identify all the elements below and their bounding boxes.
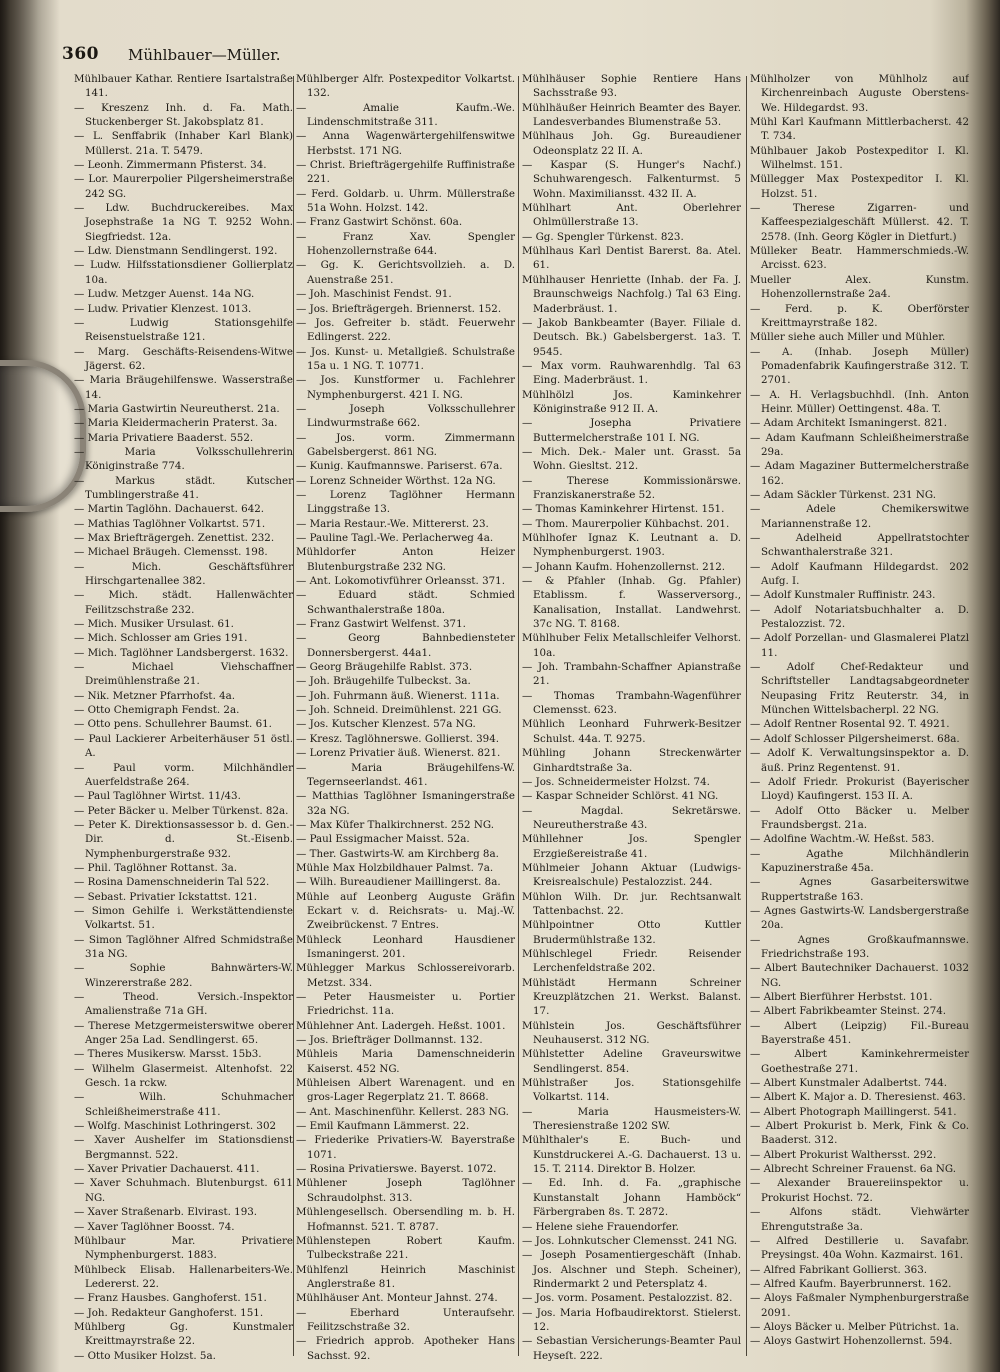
directory-entry: — Adolf Kaufmann Hildegardst. 202 Aufg. I. <box>750 560 969 588</box>
directory-entry: — Georg Bahnbediensteter Donnersbergerst. 44a1. <box>296 632 515 659</box>
directory-entry: — Maria Hausmeisters-W. Theresienstraße 1202 SW. <box>522 1105 741 1133</box>
directory-entry: — Xaver Schuhmach. Blutenburgst. 611 NG. <box>74 1177 293 1204</box>
directory-entry: — Ludw. Privatier Klenzest. 1013. <box>74 302 252 315</box>
directory-entry: — Wilhelm Glasermeist. Altenhofst. 22 Gesch. 1a rckw. <box>74 1062 293 1090</box>
directory-entry: — Adolfine Wachtm.-W. Heßst. 583. <box>750 833 935 846</box>
directory-entry: — Ferd. p. K. Oberförster Kreittmayrstraße 182. <box>750 302 969 329</box>
directory-entry: Mühlstraßer Jos. Stationsgehilfe Volkartst. 114. <box>522 1077 741 1104</box>
directory-entry: Mühldorfer Anton Heizer Blutenburgstraße 232 NG. <box>296 546 515 573</box>
directory-entry: Mühlstein Jos. Geschäftsführer Neuhauserst. 312 NG. <box>522 1019 741 1047</box>
directory-entry: — Xaver Straßenarb. Elvirast. 193. <box>74 1206 258 1219</box>
directory-entry: — Simon Gehilfe i. Werkstättendienste Volkartst. 51. <box>74 904 293 932</box>
directory-entry: — Albert Prokurist b. Merk, Fink & Co. Baaderst. 312. <box>750 1120 969 1147</box>
directory-entry: — Jos. Kunst- u. Metallgieß. Schulstraße 15a u. 1 NG. T. 10771. <box>296 345 515 372</box>
directory-entry: — Peter Hausmeister u. Portier Friedrichst. 11a. <box>296 991 515 1018</box>
directory-entry: Mühlholzer von Mühlholz auf Kirchenreinbach Auguste Oberstens-We. Hildegardst. 93. <box>750 73 969 114</box>
directory-entry: — Joseph Posamentiergeschäft (Inhab. Jos. Alschner und Steph. Scheiner), Rindermarkt 2 und Petersplatz 4. <box>522 1249 741 1290</box>
directory-entry: — Jos. Lohnkutscher Clemensst. 241 NG. <box>522 1234 738 1247</box>
directory-entry: — Rosina Privatierswe. Bayerst. 1072. <box>296 1163 497 1176</box>
directory-entry: Mühlhäuser Sophie Rentiere Hans Sachsstraße 93. <box>522 73 741 100</box>
directory-entry: Mühlhuber Felix Metallschleifer Velhorst. 10a. <box>522 632 741 659</box>
directory-entry: Mühlon Wilh. Dr. jur. Rechtsanwalt Tattenbachst. 22. <box>522 890 741 917</box>
directory-entry: — Mich. Dek.- Maler unt. Grasst. 5a Wohn. Giesltst. 212. <box>522 445 741 473</box>
directory-entry: — Maria Bräugehilfens-W. Tegernseerlandst. 461. <box>296 761 515 788</box>
directory-entry: — Theod. Versich.-Inspektor Amalienstraße 71a GH. <box>74 991 293 1018</box>
column-rule <box>518 76 519 1356</box>
directory-entry: Mühlhäußer Heinrich Beamter des Bayer. Landesverbandes Blumenstraße 53. <box>522 101 741 129</box>
directory-entry: — Albert Kunstmaler Adalbertst. 744. <box>750 1077 948 1090</box>
directory-entry: Mühle Max Holzbildhauer Palmst. 7a. <box>296 861 494 874</box>
directory-entry: — Maria Bräugehilfenswe. Wasserstraße 14. <box>74 374 293 401</box>
directory-entry: — Thom. Maurerpolier Kühbachst. 201. <box>522 517 730 530</box>
directory-entry: — Markus städt. Kutscher Tumblingerstraße 41. <box>74 474 293 501</box>
directory-column-4 <box>750 72 969 1372</box>
directory-entry: — Sebastian Versicherungs-Beamter Paul Heyseſt. 222. <box>522 1335 741 1362</box>
directory-entry: Mühlhölzl Jos. Kaminkehrer Königinstraße 912 II. A. <box>522 388 741 415</box>
directory-entry: — Albrecht Schreiner Frauenst. 6a NG. <box>750 1163 957 1176</box>
directory-entry: — Adolf Notariatsbuchhalter a. D. Pestalozzist. 72. <box>750 603 969 631</box>
page-number: 360 <box>62 44 99 64</box>
page-header <box>62 44 962 70</box>
directory-entry: — Jos. Kunstformer u. Fachlehrer Nymphenburgerst. 421 I. NG. <box>296 374 515 401</box>
directory-entry: Mühle auf Leonberg Auguste Gräfin Eckart v. d. Reichsrats- u. Maj.-W. Zweibrückenst. 7 Entres. <box>296 890 515 932</box>
directory-entry: — Anna Wagenwärtergehilfenswitwe Herbstst. 171 NG. <box>296 130 515 157</box>
directory-entry: Mühlschlegel Friedr. Reisender Lerchenfeldstraße 202. <box>522 947 741 975</box>
directory-entry: — Peter Bäcker u. Melber Türkenst. 82a. <box>74 804 289 817</box>
directory-entry: — Mich. Geschäftsführer Hirschgartenallee 382. <box>74 560 293 588</box>
directory-column-2 <box>296 72 515 1372</box>
directory-entry: — Otto pens. Schullehrer Baumst. 61. <box>74 718 272 731</box>
directory-entry: — Joh. Trambahn-Schaffner Apianstraße 21. <box>522 661 741 688</box>
directory-entry: — Jos. Kutscher Klenzest. 57a NG. <box>296 718 476 731</box>
directory-entry: — Jos. Schneidermeister Holzst. 74. <box>522 775 710 788</box>
column-rule <box>293 76 294 1356</box>
directory-entry: — Adam Magaziner Buttermelcherstraße 162. <box>750 460 969 487</box>
directory-entry: Mühlmeier Johann Aktuar (Ludwigs-Kreisrealschule) Pestalozzist. 244. <box>522 861 741 889</box>
directory-entry: — Franz Hausbes. Ganghoferst. 151. <box>74 1292 267 1305</box>
directory-entry: Mühlstetter Adeline Graveurswitwe Sendlingerst. 854. <box>522 1048 741 1075</box>
binding-shadow <box>0 0 60 1372</box>
directory-entry: — Lor. Maurerpolier Pilgersheimerstraße 242 SG. <box>74 173 293 200</box>
directory-entry: — Albert Bierführer Herbstst. 101. <box>750 991 933 1003</box>
directory-entry: Mühlehner Ant. Ladergeh. Heßst. 1001. <box>296 1019 506 1032</box>
directory-entry: Mühling Johann Streckenwärter Ginhardtstraße 3a. <box>522 747 741 774</box>
directory-entry: Mühlbauer Jakob Postexpeditor I. Kl. Wilhelmst. 151. <box>750 144 969 172</box>
directory-entry: — Paul Essigmacher Maisst. 52a. <box>296 833 470 846</box>
directory-entry: — Xaver Taglöhner Boosst. 74. <box>74 1220 235 1233</box>
directory-entry: — Josepha Privatiere Buttermelcherstraße 101 I. NG. <box>522 417 741 444</box>
directory-entry: — Amalie Kaufm.-We. Lindenschmitstraße 311. <box>296 101 515 129</box>
directory-entry: Mühllehner Jos. Spengler Erzgießereistraße 41. <box>522 833 741 860</box>
directory-entry: Mühl Karl Kaufmann Mittlerbacherst. 42 T. 734. <box>750 116 969 143</box>
column-rule <box>746 76 747 1356</box>
directory-entry: — Albert Prokurist Walthersst. 292. <box>750 1148 937 1161</box>
directory-entry: — Aloys Bäcker u. Melber Pütrichst. 1a. <box>750 1320 960 1333</box>
directory-entry: — Albert Bautechniker Dachauerst. 1032 NG. <box>750 962 969 989</box>
directory-entry: — & Pfahler (Inhab. Gg. Pfahler) Etablissm. f. Wasserversorg., Kanalisation, Installat. Landwehrst. 37c NG. T. 8168. <box>522 575 741 631</box>
directory-entry: — Albert (Leipzig) Fil.-Bureau Bayerstraße 451. <box>750 1019 969 1047</box>
directory-entry: — Adam Kaufmann Schleißheimerstraße 29a. <box>750 431 969 458</box>
directory-entry: — Ther. Gastwirts-W. am Kirchberg 8a. <box>296 847 499 860</box>
directory-entry: — Joh. Bräugehilfe Tulbeckst. 3a. <box>296 675 471 688</box>
directory-entry: — Adolf Porzellan- und Glasmalerei Platzl 11. <box>750 632 969 659</box>
directory-entry: Müllegger Max Postexpeditor I. Kl. Holzst. 51. <box>750 173 969 200</box>
directory-entry: Mühlhauser Henriette (Inhab. der Fa. J. Braunschweigs Nachfolg.) Tal 63 Eing. Maderbräust. 1. <box>522 273 741 315</box>
directory-entry: — Mich. Taglöhner Landsbergerst. 1632. <box>74 646 289 659</box>
directory-entry: — Franz Xav. Spengler Hohenzollernstraße 644. <box>296 230 515 258</box>
directory-entry: — Adam Säckler Türkenst. 231 NG. <box>750 488 936 501</box>
directory-entry: — Maria Restaur.-We. Mittererst. 23. <box>296 517 489 530</box>
directory-entry: — Ldw. Dienstmann Sendlingerst. 192. <box>74 245 278 258</box>
directory-entry: — Simon Taglöhner Alfred Schmidstraße 31a NG. <box>74 933 293 960</box>
directory-entry: — Eberhard Unteraufsehr. Feilitzschstraße 32. <box>296 1306 515 1333</box>
directory-entry: — Marg. Geschäfts-Reisendens-Witwe Jägerst. 62. <box>74 345 293 372</box>
directory-entry: — Adolf K. Verwaltungsinspektor a. D. äuß. Prinz Regentenst. 91. <box>750 747 969 774</box>
directory-entry: — Joh. Redakteur Ganghoferst. 151. <box>74 1306 264 1319</box>
directory-entry: — Maria Volksschullehrerin Königinstraße 774. <box>74 445 293 473</box>
directory-entry: — A. (Inhab. Joseph Müller) Pomadenfabrik Kaufingerstraße 312. T. 2701. <box>750 345 969 387</box>
directory-entry: — Thomas Trambahn-Wagenführer Clemensst. 623. <box>522 689 741 717</box>
directory-entry: Mühlstädt Hermann Schreiner Kreuzplätzchen 21. Werkst. Balanst. 17. <box>522 976 741 1018</box>
running-title: Mühlbauer—Müller. <box>128 46 281 64</box>
directory-entry: — Georg Bräugehilfe Rablst. 373. <box>296 661 473 674</box>
directory-entry: — Agnes Großkaufmannswe. Friedrichstraße 193. <box>750 933 969 960</box>
directory-entry: — Albert K. Major a. D. Theresienst. 463. <box>750 1091 966 1104</box>
directory-entry: — Agnes Gasarbeiterswitwe Ruppertstraße 163. <box>750 876 969 903</box>
directory-entry: — Maria Kleidermacherin Praterst. 3a. <box>74 417 278 430</box>
directory-entry: Mühlhofer Ignaz K. Leutnant a. D. Nymphenburgerst. 1903. <box>522 532 741 559</box>
directory-entry: — Alexander Brauereiinspektor u. Prokurist Hochst. 72. <box>750 1177 969 1204</box>
directory-entry: — Franz Gastwirt Welfenst. 371. <box>296 618 466 631</box>
directory-entry: — Helene siehe Frauendorfer. <box>522 1220 679 1233</box>
directory-entry: Mühlenstepen Robert Kaufm. Tulbeckstraße 221. <box>296 1234 515 1262</box>
directory-entry: — Adele Chemikerswitwe Mariannenstraße 12. <box>750 503 969 530</box>
directory-entry: Mühleis Maria Damenschneiderin Kaiserst. 452 NG. <box>296 1048 515 1075</box>
directory-entry: — Rosina Damenschneiderin Tal 522. <box>74 876 270 889</box>
directory-entry: — Ferd. Goldarb. u. Uhrm. Müllerstraße 51a Wohn. Holzst. 142. <box>296 187 515 215</box>
directory-entry: Mühlhäuser Ant. Monteur Jahnst. 274. <box>296 1292 498 1305</box>
directory-entry: Mühlthaler's E. Buch- und Kunstdruckerei A.-G. Dachauerst. 13 u. 15. T. 2114. Direktor B. Holzer. <box>522 1134 741 1176</box>
directory-entry: — Jos. vorm. Posament. Pestalozzist. 82. <box>522 1292 733 1305</box>
directory-entry: — Friedrich approb. Apotheker Hans Sachsst. 92. <box>296 1335 515 1362</box>
directory-entry: — Ludwig Stationsgehilfe Reisenstuelstraße 121. <box>74 316 293 344</box>
directory-entry: Mueller Alex. Kunstm. Hohenzollernstraße 2a4. <box>750 273 969 301</box>
directory-entry: — Ant. Lokomotivführer Orleansst. 371. <box>296 575 505 588</box>
directory-entry: — Therese Kommissionärswe. Franziskanerstraße 52. <box>522 474 741 501</box>
directory-entry: — Ed. Inh. d. Fa. „graphische Kunstanstalt Johann Hamböck“ Färbergraben 8s. T. 2872. <box>522 1177 741 1219</box>
directory-entry: — Max Küfer Thalkirchnerst. 252 NG. <box>296 818 494 831</box>
directory-entry: — Jos. Gefreiter b. städt. Feuerwehr Edlingerst. 222. <box>296 316 515 344</box>
directory-entry: Mühlhaus Joh. Gg. Bureaudiener Odeonsplatz 22 II. A. <box>522 130 741 157</box>
directory-entry: — Ludw. Metzger Auenst. 14a NG. <box>74 288 255 301</box>
directory-entry: — Magdal. Sekretärswe. Neureutherstraße 43. <box>522 804 741 831</box>
directory-entry: — Agathe Milchhändlerin Kapuzinerstraße 45a. <box>750 847 969 874</box>
directory-entry: — Adelheid Appellratstochter Schwanthalerstraße 321. <box>750 532 969 559</box>
directory-entry: — Agnes Gastwirts-W. Landsbergerstraße 20a. <box>750 904 969 932</box>
directory-entry: — Alfons städt. Viehwärter Ehrengutstraße 3a. <box>750 1206 969 1233</box>
directory-entry: — Adolf Otto Bäcker u. Melber Fraundsbergst. 21a. <box>750 804 969 831</box>
directory-entry: — Adolf Rentner Rosental 92. T. 4921. <box>750 718 950 731</box>
directory-entry: — Nik. Metzner Pfarrhofst. 4a. <box>74 689 236 702</box>
directory-entry: — Mathias Taglöhner Volkartst. 571. <box>74 517 266 530</box>
directory-entry: — Ant. Maschinenführ. Kellerst. 283 NG. <box>296 1105 509 1118</box>
directory-entry: — Jos. Briefträger Dollmannst. 132. <box>296 1034 483 1047</box>
directory-entry: — Otto Musiker Holzst. 5a. <box>74 1349 216 1362</box>
directory-entry: Mühlengesellsch. Obersendling m. b. H. Hofmannst. 521. T. 8787. <box>296 1206 515 1233</box>
directory-entry: — Albert Photograph Maillingerst. 541. <box>750 1105 957 1118</box>
directory-entry: — Therese Zigarren- und Kaffeespezialgeschäft Müllerst. 42. T. 2578. (Inh. Georg Kögler in Dietfurt.) <box>750 202 969 243</box>
directory-entry: — Xaver Privatier Dachauerst. 411. <box>74 1163 260 1176</box>
directory-entry: — Kreszenz Inh. d. Fa. Math. Stuckenberger St. Jakobsplatz 81. <box>74 101 293 129</box>
directory-entry: Mühlpointner Otto Kuttler Brudermühlstraße 132. <box>522 919 741 946</box>
directory-entry: — Kaspar Schneider Schlörst. 41 NG. <box>522 790 719 803</box>
directory-entry: Mühlbeck Elisab. Hallenarbeiters-We. Ledererst. 22. <box>74 1263 293 1290</box>
directory-entry: — Maria Privatiere Baaderst. 552. <box>74 431 254 444</box>
directory-entry: — Alfred Fabrikant Gollierst. 363. <box>750 1263 928 1276</box>
directory-entry: — Mich. Musiker Ursulast. 61. <box>74 618 234 631</box>
directory-entry: — Max vorm. Rauhwarenhdlg. Tal 63 Eing. Maderbräust. 1. <box>522 359 741 387</box>
directory-entry: — Joseph Volksschullehrer Lindwurmstraße 662. <box>296 402 515 430</box>
directory-entry: Mühlfenzl Heinrich Maschinist Anglerstraße 81. <box>296 1263 515 1290</box>
directory-entry: Mühlener Joseph Taglöhner Schraudolphst. 313. <box>296 1177 515 1204</box>
directory-entry: Mühlbauer Kathar. Rentiere Isartalstraße 141. <box>74 73 293 100</box>
directory-entry: — Gg. Spengler Türkenst. 823. <box>522 230 684 243</box>
directory-entry: — Albert Kaminkehrermeister Goethestraße 271. <box>750 1048 969 1075</box>
directory-entry: — Kunig. Kaufmannswe. Pariserst. 67a. <box>296 460 503 473</box>
directory-entry: — Friederike Privatiers-W. Bayerstraße 1071. <box>296 1134 515 1161</box>
directory-entry: Mühlbaur Mar. Privatiere Nymphenburgerst. 1883. <box>74 1234 293 1262</box>
directory-entry: Mühlberger Alfr. Postexpeditor Volkartst. 132. <box>296 73 515 100</box>
directory-entry: — Gg. K. Gerichtsvollzieh. a. D. Auenstraße 251. <box>296 259 515 286</box>
directory-entry: — Emil Kaufmann Lämmerst. 22. <box>296 1120 470 1133</box>
directory-entry: Mülleker Beatr. Hammerschmieds.-W. Arcisst. 623. <box>750 245 969 272</box>
directory-entry: — Jos. Maria Hofbaudirektorst. Stielerst. 12. <box>522 1306 741 1333</box>
directory-entry: — Kresz. Taglöhnerswe. Gollierst. 394. <box>296 732 500 745</box>
directory-entry: — Sophie Bahnwärters-W. Winzererstraße 282. <box>74 962 293 989</box>
directory-entry: — Thomas Kaminkehrer Hirtenst. 151. <box>522 503 725 516</box>
directory-entry: — Max Briefträgergeh. Zenettist. 232. <box>74 532 275 544</box>
directory-entry: — Paul Lackierer Arbeiterhäuser 51 östl. A. <box>74 732 293 760</box>
directory-entry: Mühlegger Markus Schlossereivorarb. Metzst. 334. <box>296 962 515 989</box>
directory-entry: — Joh. Maschinist Fendst. 91. <box>296 288 452 301</box>
directory-entry: — Paul Taglöhner Wirtst. 11/43. <box>74 790 241 803</box>
directory-entry: — Wolfg. Maschinist Lothringerst. 302 <box>74 1120 277 1133</box>
directory-entry: — Jos. Briefträgergeh. Briennerst. 152. <box>296 302 502 315</box>
directory-entry: — Joh. Schneid. Dreimühlenst. 221 GG. <box>296 704 502 717</box>
directory-entry: — Lorenz Schneider Wörthst. 12a NG. <box>296 474 496 487</box>
directory-entry: — Phil. Taglöhner Rottanst. 3a. <box>74 861 238 874</box>
directory-entry: — Leonh. Zimmermann Pfisterst. 34. <box>74 159 267 172</box>
directory-entry: — Mich. Schlosser am Gries 191. <box>74 632 248 645</box>
directory-entry: — Peter K. Direktionsassessor b. d. Gen.-Dir. d. St.-Eisenb. Nymphenburgerstraße 932. <box>74 818 293 860</box>
directory-entry: — Michael Viehschaffner Dreimühlenstraße 21. <box>74 661 293 688</box>
directory-entry: — Lorenz Privatier äuß. Wienerst. 821. <box>296 747 501 760</box>
directory-entry: — Michael Bräugeh. Clemensst. 198. <box>74 546 268 559</box>
directory-entry: — Jakob Bankbeamter (Bayer. Filiale d. Deutsch. Bk.) Gabelsbergerst. 1a3. T. 9545. <box>522 316 741 358</box>
directory-entry: — Aloys Gastwirt Hohenzollernst. 594. <box>750 1335 953 1348</box>
directory-entry: — L. Senffabrik (Inhaber Karl Blank) Müllerst. 21a. T. 5479. <box>74 130 293 157</box>
directory-entry: — Franz Gastwirt Schönst. 60a. <box>296 216 463 229</box>
directory-entry: — Alfred Kaufm. Bayerbrunnerst. 162. <box>750 1277 952 1290</box>
directory-entry: — Adolf Friedr. Prokurist (Bayerischer Lloyd) Kaufingerst. 153 II. A. <box>750 775 969 803</box>
directory-entry: — Ldw. Buchdruckereibes. Max Josephstraße 1a NG T. 9252 Wohn. Siegfriedst. 12a. <box>74 202 293 243</box>
directory-column-3 <box>522 72 741 1372</box>
directory-entry: — Sebast. Privatier Ickstattst. 121. <box>74 890 258 903</box>
directory-entry: — Kaspar (S. Hunger's Nachf.) Schuhwarengesch. Falkenturmst. 5 Wohn. Maximiliansst. 432 II. A. <box>522 159 741 200</box>
directory-entry: — Alfred Destillerie u. Savafabr. Preysingst. 40a Wohn. Kazmairst. 161. <box>750 1234 969 1262</box>
directory-column-1 <box>74 72 293 1372</box>
directory-entry: — A. H. Verlagsbuchhdl. (Inh. Anton Heinr. Müller) Oettingenst. 48a. T. <box>750 388 969 415</box>
directory-entry: — Maria Gastwirtin Neureutherst. 21a. <box>74 402 280 415</box>
directory-entry: — Joh. Fuhrmann äuß. Wienerst. 111a. <box>296 689 500 702</box>
directory-entry: — Adolf Chef-Redakteur und Schriftsteller Landtagsabgeordneter Neupasing Fritz Reuterstr. 34, in München Wittelsbacherpl. 22 NG. <box>750 661 969 717</box>
directory-entry: — Wilh. Bureaudiener Maillingerst. 8a. <box>296 876 501 889</box>
directory-entry: — Xaver Aushelfer im Stationsdienst Bergmannst. 522. <box>74 1134 293 1161</box>
directory-entry: Mühlhaus Karl Dentist Barerst. 8a. Atel. 61. <box>522 245 741 272</box>
directory-entry: — Otto Chemigraph Fendst. 2a. <box>74 704 240 717</box>
directory-entry: — Aloys Faßmaler Nymphenburgerstraße 2091. <box>750 1292 969 1319</box>
directory-entry: — Lorenz Taglöhner Hermann Linggstraße 13. <box>296 488 515 516</box>
directory-entry: Mühleisen Albert Warenagent. und en gros-Lager Regerplatz 21. T. 8668. <box>296 1077 515 1104</box>
directory-entry: — Jos. vorm. Zimmermann Gabelsbergerst. 861 NG. <box>296 431 515 458</box>
directory-entry: — Johann Kaufm. Hohenzollernst. 212. <box>522 560 726 573</box>
directory-entry: — Paul vorm. Milchhändler Auerfeldstraße 264. <box>74 761 293 788</box>
directory-entry: Mühleck Leonhard Hausdiener Ismaningerst. 201. <box>296 933 515 960</box>
directory-entry: — Adolf Kunstmaler Ruffinistr. 243. <box>750 589 936 602</box>
directory-entry: Mühlhart Ant. Oberlehrer Ohlmüllerstraße 13. <box>522 202 741 229</box>
directory-entry: — Therese Metzgermeisterswitwe oberer Anger 25a Lad. Sendlingerst. 65. <box>74 1019 293 1047</box>
directory-entry: Mühlberg Gg. Kunstmaler Kreittmayrstraße 22. <box>74 1320 293 1348</box>
directory-entry: — Matthias Taglöhner Ismaningerstraße 32a NG. <box>296 790 515 817</box>
directory-entry: — Martin Taglöhn. Dachauerst. 642. <box>74 503 265 516</box>
directory-entry: Mühlich Leonhard Fuhrwerk-Besitzer Schulst. 44a. T. 9275. <box>522 718 741 745</box>
directory-entry: — Theres Musikersw. Marsst. 15b3. <box>74 1048 262 1061</box>
directory-entry: — Ludw. Hilfsstationsdiener Gollierplatz 10a. <box>74 259 293 286</box>
directory-entry: — Albert Fabrikbeamter Steinst. 274. <box>750 1005 947 1018</box>
directory-entry: — Mich. städt. Hallenwächter Feilitzschstraße 232. <box>74 589 293 616</box>
directory-entry: — Adolf Schlosser Pilgersheimerst. 68a. <box>750 732 960 745</box>
directory-entry: — Christ. Briefträgergehilfe Ruffinistraße 221. <box>296 159 515 186</box>
directory-entry: — Wilh. Schuhmacher Schleißheimerstraße 411. <box>74 1091 293 1118</box>
directory-entry: — Pauline Tagl.-We. Perlacherweg 4a. <box>296 532 494 544</box>
directory-entry: — Adam Architekt Ismaningerst. 821. <box>750 417 948 430</box>
directory-entry: — Eduard städt. Schmied Schwanthalerstraße 180a. <box>296 589 515 616</box>
directory-entry: Müller siehe auch Miller und Mühler. <box>750 331 946 344</box>
